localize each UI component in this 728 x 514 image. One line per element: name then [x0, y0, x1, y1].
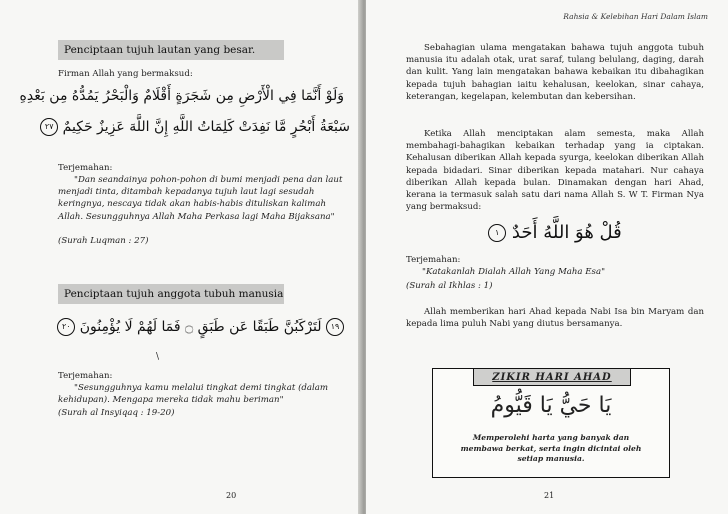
paragraph: Allah memberikan hari Ahad kepada Nabi Isa bin Maryam dan kepada lima puluh Nabi yang diutus bersamanya.: [406, 307, 704, 330]
ayah-number-marker: ٢٧: [40, 118, 58, 136]
source-citation: (Surah Luqman : 27): [58, 236, 149, 246]
section-heading: Penciptaan tujuh lautan yang besar.: [58, 40, 284, 60]
arabic-verse-line-2: [44, 118, 350, 136]
translation-label: Terjemahan:: [406, 255, 461, 265]
zikir-arabic-text: يَا حَيُّ يَا قَيُّومُ: [490, 393, 612, 418]
ayah-number-marker: ٢٠: [57, 318, 75, 336]
arabic-verse-text: قُلْ هُوَ اللَّهُ أَحَدٌ: [511, 222, 622, 243]
paragraph: Sebahagian ulama mengatakan bahawa tujuh anggota tubuh manusia itu adalah otak, urat saraf, tulang belulang, daging, darah dan kulit. Yang lain mengatakan bahawa kebaikan itu dibahagikan kepada tujuh bahagian iaitu kehalusan, keelokan, sinar cahaya, keterangan, kegelapan, kelembutan dan kebersihan.: [406, 43, 704, 102]
translation-text: "Dan seandainya pohon-pohon di bumi menjadi pena dan laut menjadi tinta, ditambah kepadanya tujuh laut lagi sesudah keringnya, nescaya tidak akan habis-habis dituliskan kalimah Allah. Sesungguhnya Allah Maha Perkasa lagi Maha Bijaksana": [58, 175, 343, 222]
source-citation: (Surah al Ikhlas : 1): [406, 281, 493, 291]
left-page: [0, 0, 362, 514]
ayah-number-marker: ١٩: [326, 318, 344, 336]
arabic-verse-text: لَتَرْكَبُنَّ طَبَقًا عَن طَبَقٍ ۝ فَمَا لَهُمْ لَا يُؤْمِنُونَ: [79, 319, 322, 335]
arabic-verse-line-1: وَلَوْ أَنَّمَا فِي الْأَرْضِ مِن شَجَرَةٍ أَقْلَامٌ وَالْبَحْرُ يَمُدُّهُ مِن بَعْدِهِ: [19, 88, 344, 104]
arabic-verse-line: [60, 318, 344, 336]
page-number: 20: [226, 491, 237, 500]
ayah-number-marker: ١: [488, 224, 506, 242]
running-header: Rahsia & Kelebihan Hari Dalam Islam: [563, 12, 708, 21]
zikir-title: ZIKIR HARI AHAD: [473, 368, 631, 386]
source-citation: (Surah al Insyiqaq : 19-20): [58, 408, 175, 418]
translation-label: Terjemahan:: [58, 163, 113, 173]
translation-text: "Sesungguhnya kamu melalui tingkat demi tingkat (dalam kehidupan). Mengapa mereka tidak mahu beriman": [58, 383, 329, 406]
intro-text: Firman Allah yang bermaksud:: [58, 69, 193, 79]
translation-text: "Katakanlah Dialah Allah Yang Maha Esa": [422, 267, 606, 277]
paragraph: Ketika Allah menciptakan alam semesta, maka Allah membahagi-bahagikan kebaikan terhadap yang ia ciptakan. Kehalusan diberikan Allah kepada syurga, keelokan diberikan Allah kepada bidadari. Sinar diberikan kepada matahari. Nur cahaya diberikan Allah kepada bulan. Dinamakan dengan hari Ahad, kerana ia termasuk salah satu dari nama Allah S. W T. Firman Nya yang bermaksud:: [406, 129, 704, 213]
section-heading: Penciptaan tujuh anggota tubuh manusia: [58, 284, 284, 304]
zikir-benefit-note: Memperolehi harta yang banyak dan membawa berkat, serta ingin dicintai oleh setiap manusia.: [460, 433, 642, 463]
stray-mark: \: [156, 352, 160, 362]
translation-label: Terjemahan:: [58, 371, 113, 381]
page-number: 21: [544, 491, 555, 500]
zikir-box: [432, 368, 670, 478]
right-page: [366, 0, 728, 514]
arabic-verse-line: [406, 222, 704, 243]
arabic-verse-text: سَبْعَةُ أَبْحُرٍ مَّا نَفِدَتْ كَلِمَاتُ اللَّهِ إِنَّ اللَّهَ عَزِيزٌ حَكِيمٌ: [62, 119, 350, 135]
